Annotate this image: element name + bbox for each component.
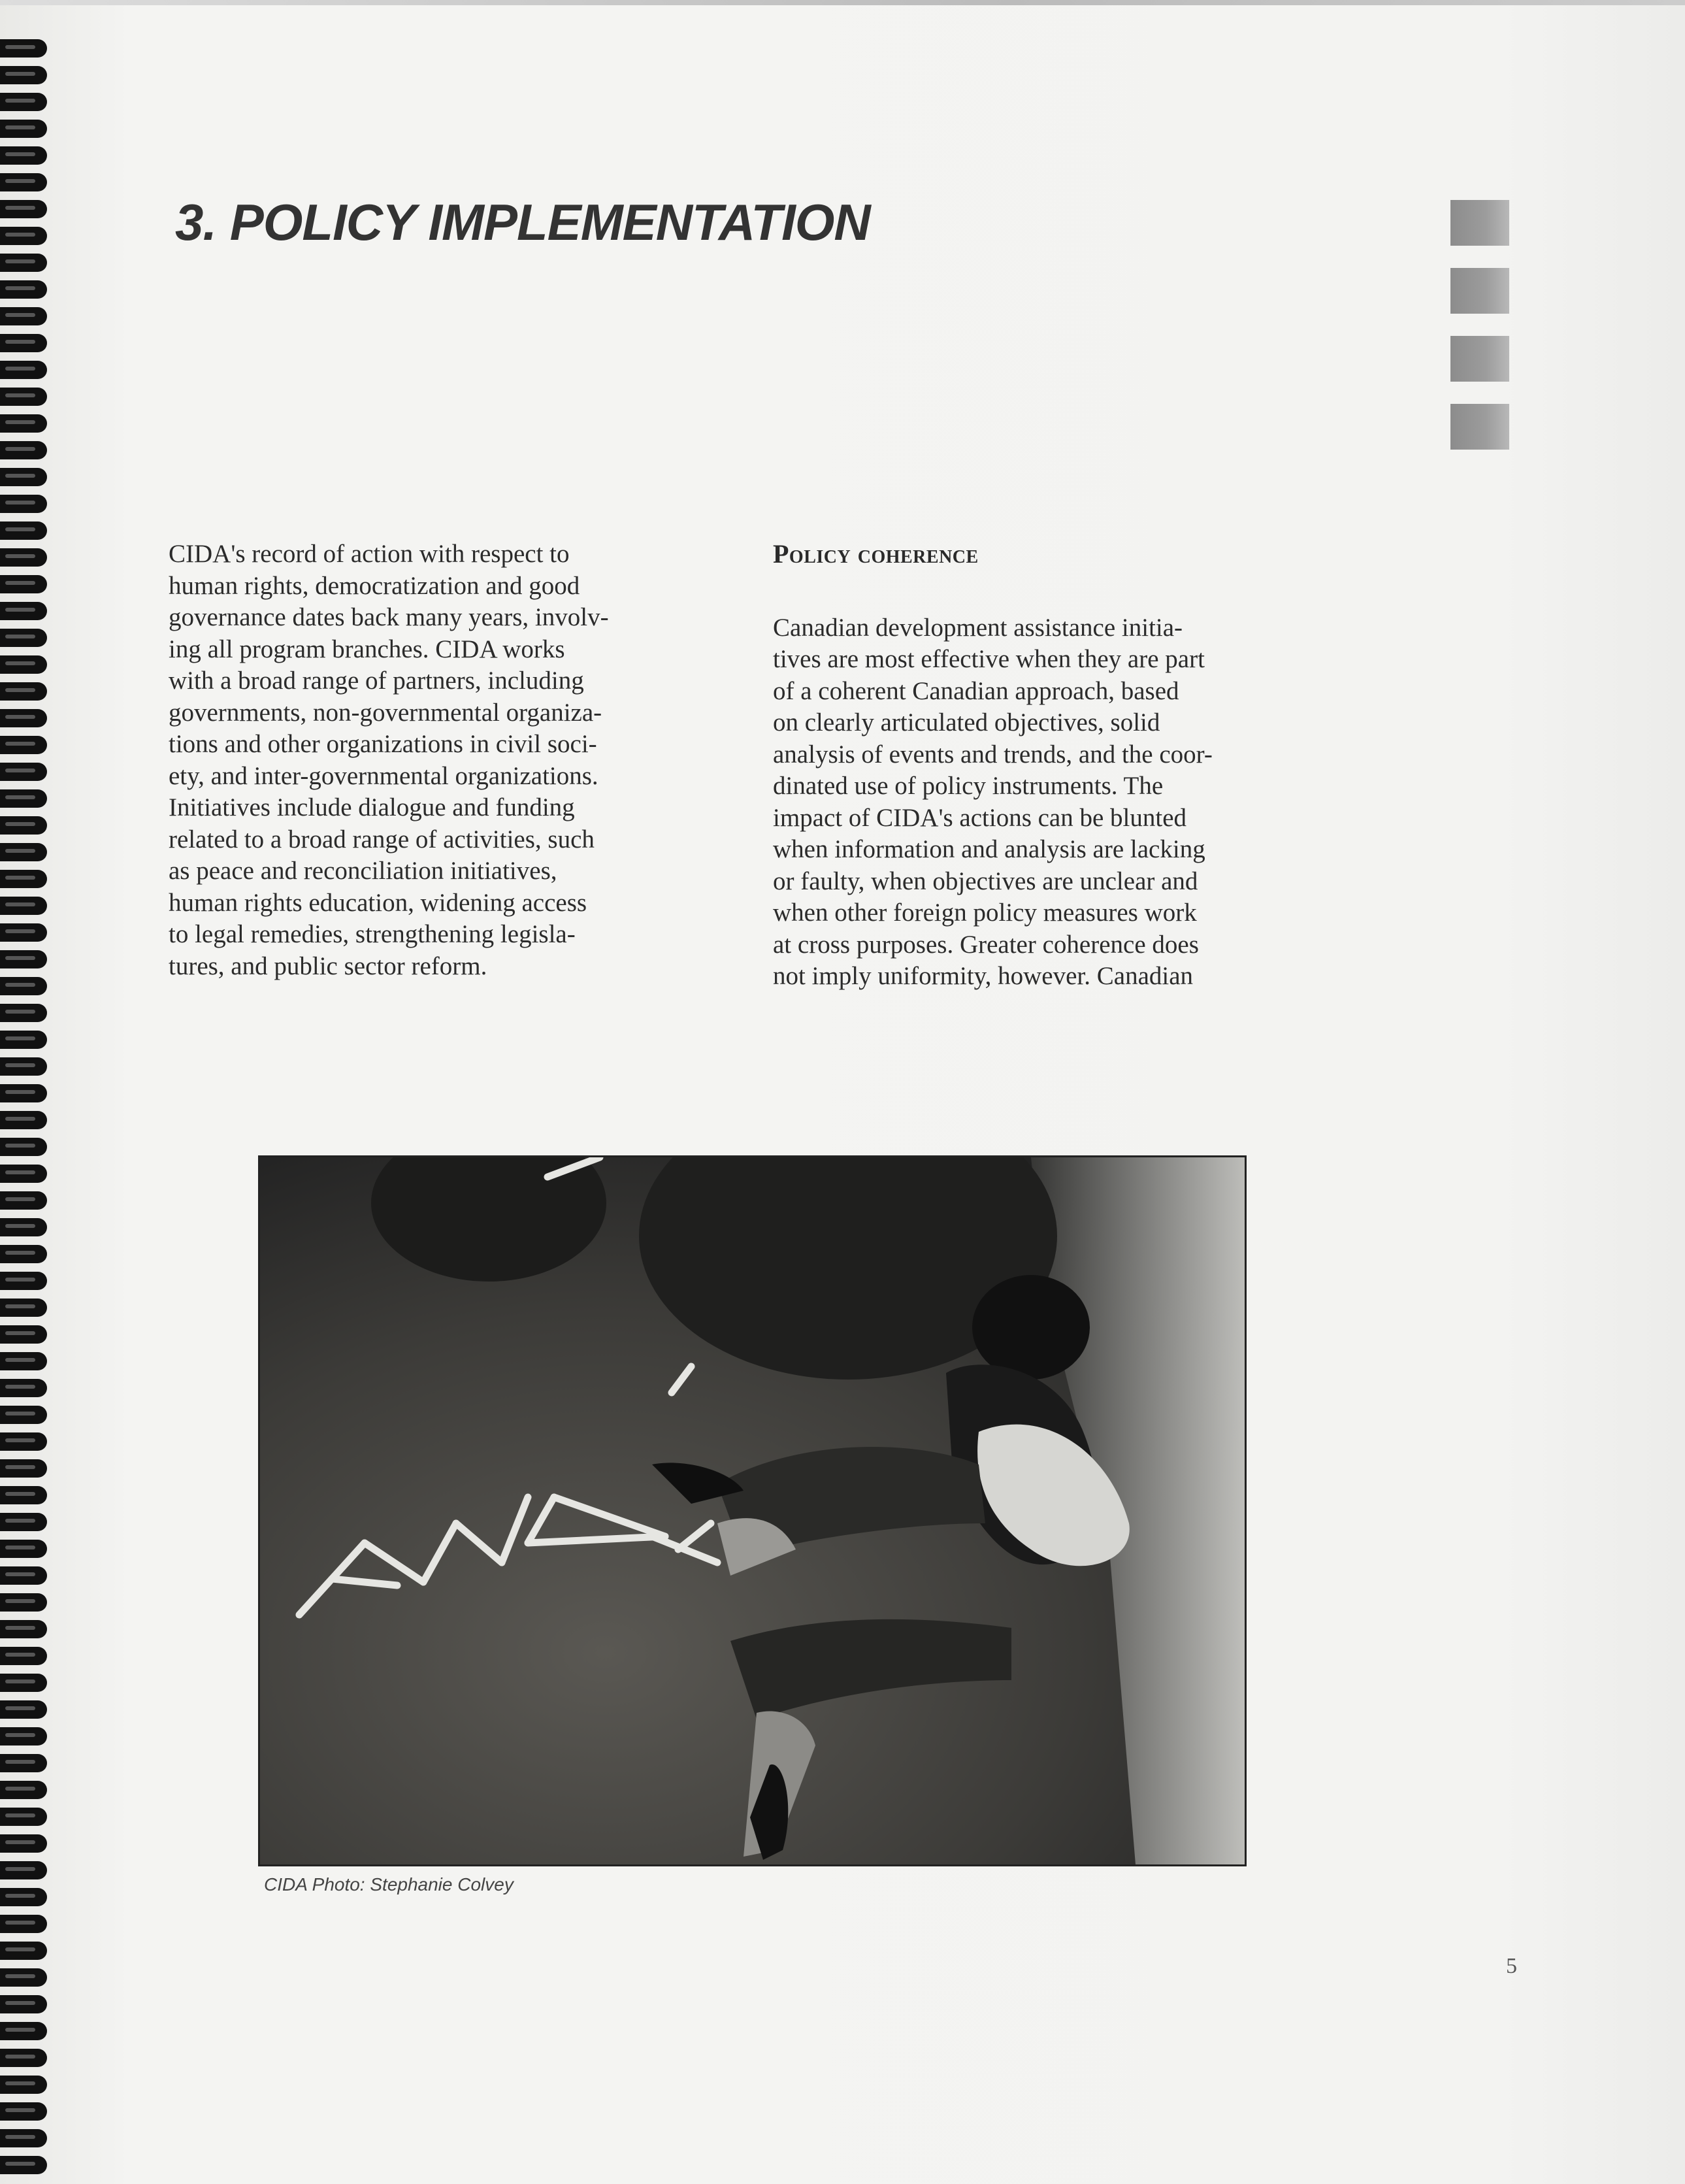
binding-ring: [0, 227, 47, 245]
section-tabs: [1450, 200, 1509, 472]
binding-ring: [0, 334, 47, 352]
binding-ring: [0, 629, 47, 647]
section-tab: [1450, 268, 1509, 314]
right-column: [773, 538, 1309, 993]
body-line: impact of CIDA's actions can be blunted: [773, 803, 1187, 832]
body-line: or faulty, when objectives are unclear and: [773, 867, 1198, 895]
spiral-binding: [0, 39, 52, 2183]
binding-ring: [0, 709, 47, 727]
body-line: related to a broad range of activities, such: [169, 825, 595, 853]
binding-ring: [0, 2102, 47, 2121]
binding-ring: [0, 1674, 47, 1692]
body-line: Canadian development assistance initia-: [773, 613, 1183, 642]
photo: [258, 1155, 1247, 1866]
binding-ring: [0, 2129, 47, 2147]
binding-ring: [0, 602, 47, 620]
binding-ring: [0, 521, 47, 540]
binding-ring: [0, 1620, 47, 1638]
binding-ring: [0, 93, 47, 111]
binding-ring: [0, 977, 47, 995]
binding-ring: [0, 1700, 47, 1719]
binding-ring: [0, 2076, 47, 2094]
binding-ring: [0, 361, 47, 379]
binding-ring: [0, 414, 47, 433]
binding-ring: [0, 1781, 47, 1799]
binding-ring: [0, 1218, 47, 1236]
binding-ring: [0, 2156, 47, 2174]
binding-ring: [0, 280, 47, 299]
binding-ring: [0, 1754, 47, 1772]
binding-ring: [0, 1191, 47, 1210]
binding-ring: [0, 1432, 47, 1451]
binding-ring: [0, 1165, 47, 1183]
body-line: governance dates back many years, involv-: [169, 603, 609, 631]
binding-ring: [0, 1272, 47, 1290]
binding-ring: [0, 1111, 47, 1129]
binding-ring: [0, 2049, 47, 2067]
binding-ring: [0, 1942, 47, 1960]
binding-ring: [0, 897, 47, 915]
binding-ring: [0, 2022, 47, 2040]
body-line: Initiatives include dialogue and funding: [169, 793, 575, 821]
body-line: as peace and reconciliation initiatives,: [169, 857, 557, 885]
binding-ring: [0, 1486, 47, 1504]
binding-ring: [0, 200, 47, 218]
body-line: tions and other organizations in civil soci-: [169, 730, 597, 758]
binding-ring: [0, 655, 47, 674]
binding-ring: [0, 495, 47, 513]
body-line: when information and analysis are lacking: [773, 835, 1205, 863]
binding-ring: [0, 1593, 47, 1612]
body-line: not imply uniformity, however. Canadian: [773, 962, 1194, 990]
body-line: ety, and inter-governmental organizations.: [169, 761, 598, 790]
body-line: to legal remedies, strengthening legisla-: [169, 920, 576, 948]
left-column: [169, 538, 704, 982]
body-line: ing all program branches. CIDA works: [169, 635, 565, 663]
section-tab: [1450, 200, 1509, 246]
binding-ring: [0, 1808, 47, 1826]
section-tab: [1450, 336, 1509, 382]
binding-ring: [0, 1834, 47, 1853]
binding-ring: [0, 1299, 47, 1317]
photo-illustration: [260, 1157, 1245, 1864]
body-line: human rights, democratization and good: [169, 571, 580, 600]
binding-ring: [0, 843, 47, 861]
binding-ring: [0, 789, 47, 808]
binding-ring: [0, 1566, 47, 1585]
binding-ring: [0, 763, 47, 781]
binding-ring: [0, 307, 47, 325]
body-line: with a broad range of partners, including: [169, 667, 584, 695]
binding-ring: [0, 1459, 47, 1478]
binding-ring: [0, 1727, 47, 1746]
binding-ring: [0, 1968, 47, 1987]
body-line: governments, non-governmental organiza-: [169, 698, 602, 727]
binding-ring: [0, 146, 47, 165]
binding-ring: [0, 682, 47, 701]
binding-ring: [0, 1406, 47, 1424]
binding-ring: [0, 1031, 47, 1049]
binding-ring: [0, 575, 47, 593]
binding-ring: [0, 1245, 47, 1263]
binding-ring: [0, 548, 47, 567]
binding-ring: [0, 1861, 47, 1879]
binding-ring: [0, 39, 47, 58]
binding-ring: [0, 1540, 47, 1558]
section-tab: [1450, 404, 1509, 450]
binding-ring: [0, 66, 47, 84]
binding-ring: [0, 388, 47, 406]
body-line: analysis of events and trends, and the coor-: [773, 740, 1213, 769]
binding-ring: [0, 1352, 47, 1370]
section-title: 3. POLICY IMPLEMENTATION: [175, 193, 870, 251]
binding-ring: [0, 1379, 47, 1397]
binding-ring: [0, 1995, 47, 2013]
binding-ring: [0, 1915, 47, 1933]
body-line: tives are most effective when they are part: [773, 645, 1205, 673]
photo-caption: CIDA Photo: Stephanie Colvey: [264, 1874, 514, 1894]
page-number: 5: [1506, 1954, 1517, 1978]
body-line: human rights education, widening access: [169, 888, 587, 917]
body-line: at cross purposes. Greater coherence does: [773, 930, 1199, 959]
binding-ring: [0, 1057, 47, 1076]
binding-ring: [0, 923, 47, 942]
binding-ring: [0, 1888, 47, 1906]
body-line: of a coherent Canadian approach, based: [773, 676, 1179, 705]
binding-ring: [0, 950, 47, 968]
binding-ring: [0, 1513, 47, 1531]
binding-ring: [0, 1004, 47, 1022]
binding-ring: [0, 1325, 47, 1344]
binding-ring: [0, 468, 47, 486]
binding-ring: [0, 1138, 47, 1156]
body-line: on clearly articulated objectives, solid: [773, 708, 1160, 736]
body-line: dinated use of policy instruments. The: [773, 772, 1164, 800]
binding-ring: [0, 736, 47, 754]
binding-ring: [0, 870, 47, 888]
binding-ring: [0, 120, 47, 138]
binding-ring: [0, 1084, 47, 1102]
binding-ring: [0, 816, 47, 835]
body-line: CIDA's record of action with respect to: [169, 540, 570, 568]
binding-ring: [0, 254, 47, 272]
binding-ring: [0, 173, 47, 191]
page-top-edge: [0, 0, 1685, 5]
body-line: tures, and public sector reform.: [169, 951, 487, 980]
binding-ring: [0, 1647, 47, 1665]
binding-ring: [0, 441, 47, 459]
body-line: when other foreign policy measures work: [773, 899, 1197, 927]
section-heading: Policy coherence: [773, 539, 979, 569]
